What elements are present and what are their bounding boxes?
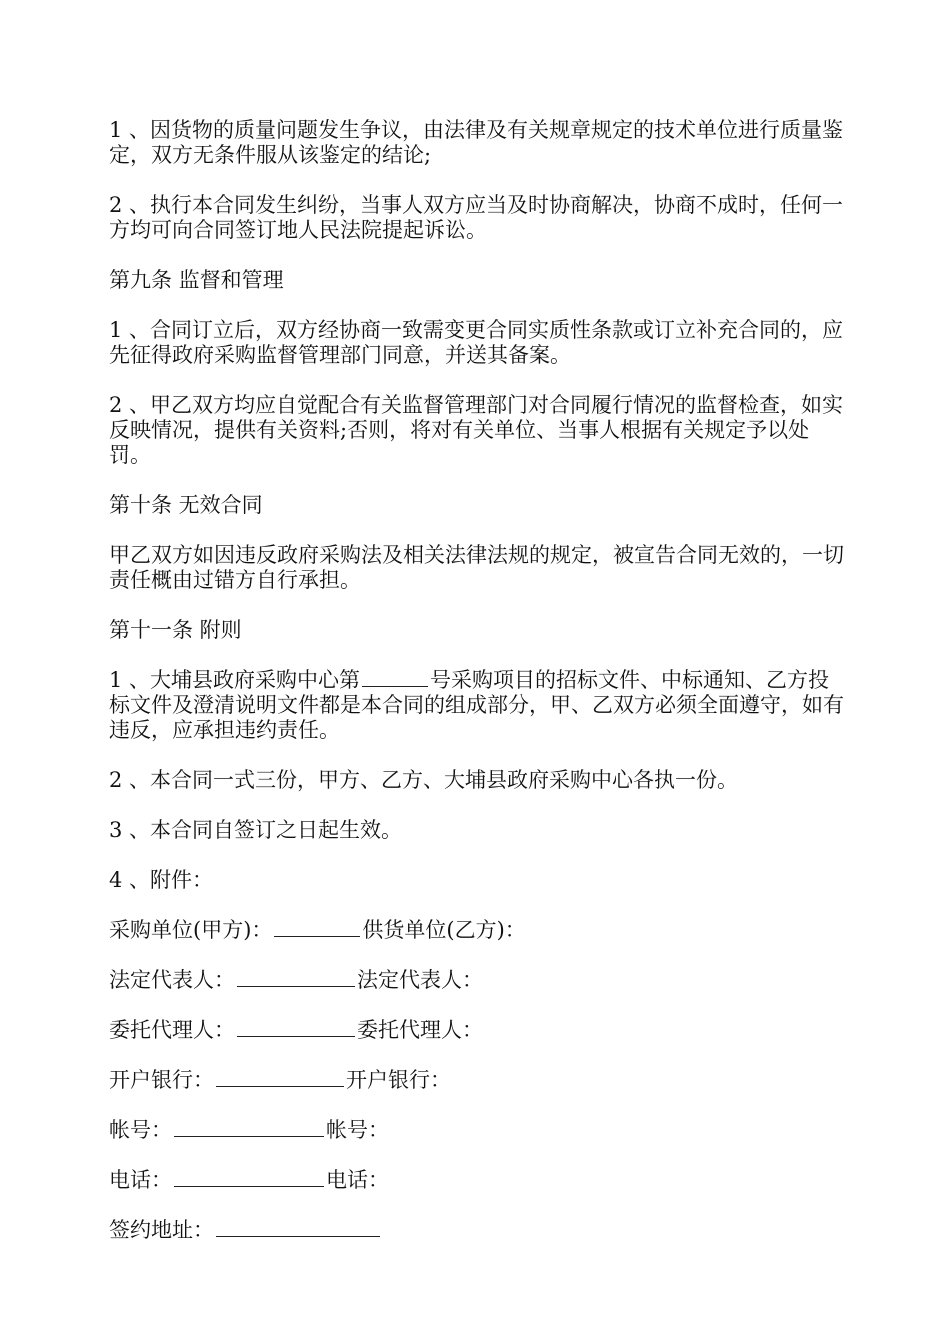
account-label-a: 帐号： xyxy=(109,1118,172,1142)
signature-row-phone xyxy=(109,1168,849,1193)
clause-paragraph: 3 、本合同自签订之日起生效。 xyxy=(109,818,403,842)
buyer-blank xyxy=(274,918,360,937)
buyer-label: 采购单位(甲方)： xyxy=(109,918,273,942)
address-label: 签约地址： xyxy=(109,1218,214,1242)
agent-label-b: 委托代理人： xyxy=(357,1018,483,1042)
rep-label-a: 法定代表人： xyxy=(109,968,235,992)
clause-paragraph: 2 、本合同一式三份，甲方、乙方、大埔县政府采购中心各执一份。 xyxy=(109,768,739,792)
bank-blank xyxy=(216,1068,344,1087)
section-heading-10: 第十条 无效合同 xyxy=(109,493,263,517)
clause-text: 1 、大埔县政府采购中心第 xyxy=(109,668,361,692)
clause-paragraph: 2 、执行本合同发生纠纷，当事人双方应当及时协商解决，协商不成时，任何一方均可向合同签订地人民法院提起诉讼。 xyxy=(109,193,844,242)
project-number-blank xyxy=(362,668,428,687)
address-blank xyxy=(216,1218,380,1237)
section-heading-9: 第九条 监督和管理 xyxy=(109,268,284,292)
bank-label-a: 开户银行： xyxy=(109,1068,214,1092)
supplier-label: 供货单位(乙方)： xyxy=(362,918,526,942)
agent-label-a: 委托代理人： xyxy=(109,1018,235,1042)
clause-paragraph: 2 、甲乙双方均应自觉配合有关监督管理部门对合同履行情况的监督检查，如实反映情况，提供有关资料;否则，将对有关单位、当事人根据有关规定予以处罚。 xyxy=(109,393,844,467)
clause-paragraph: 1 、合同订立后，双方经协商一致需变更合同实质性条款或订立补充合同的，应先征得政府采购监督管理部门同意，并送其备案。 xyxy=(109,318,844,367)
contract-body xyxy=(109,118,849,1268)
signature-row-address xyxy=(109,1218,849,1243)
signature-row-buyer xyxy=(109,918,849,943)
phone-blank xyxy=(174,1168,324,1187)
clause-paragraph xyxy=(109,668,849,743)
signature-row-account xyxy=(109,1118,849,1143)
clause-paragraph: 4 、附件： xyxy=(109,868,214,892)
rep-label-b: 法定代表人： xyxy=(357,968,483,992)
bank-label-b: 开户银行： xyxy=(346,1068,451,1092)
clause-paragraph: 甲乙双方如因违反政府采购法及相关法律法规的规定，被宣告合同无效的，一切责任概由过错方自行承担。 xyxy=(109,543,844,592)
phone-label-b: 电话： xyxy=(326,1168,389,1192)
clause-text: 号采购项目的招标文件、中标通知、乙方投标文件及澄清说明文件都是本合同的组成部分，甲、乙双方必须全面遵守，如有违反，应承担违约责任。 xyxy=(109,668,844,742)
phone-label-a: 电话： xyxy=(109,1168,172,1192)
account-label-b: 帐号： xyxy=(326,1118,389,1142)
account-blank xyxy=(174,1118,324,1137)
rep-blank xyxy=(237,968,355,987)
signature-row-agent xyxy=(109,1018,849,1043)
clause-paragraph: 1 、因货物的质量问题发生争议，由法律及有关规章规定的技术单位进行质量鉴定，双方无条件服从该鉴定的结论; xyxy=(109,118,844,167)
signature-row-bank xyxy=(109,1068,849,1093)
signature-row-representative xyxy=(109,968,849,993)
section-heading-11: 第十一条 附则 xyxy=(109,618,242,642)
agent-blank xyxy=(237,1018,355,1037)
